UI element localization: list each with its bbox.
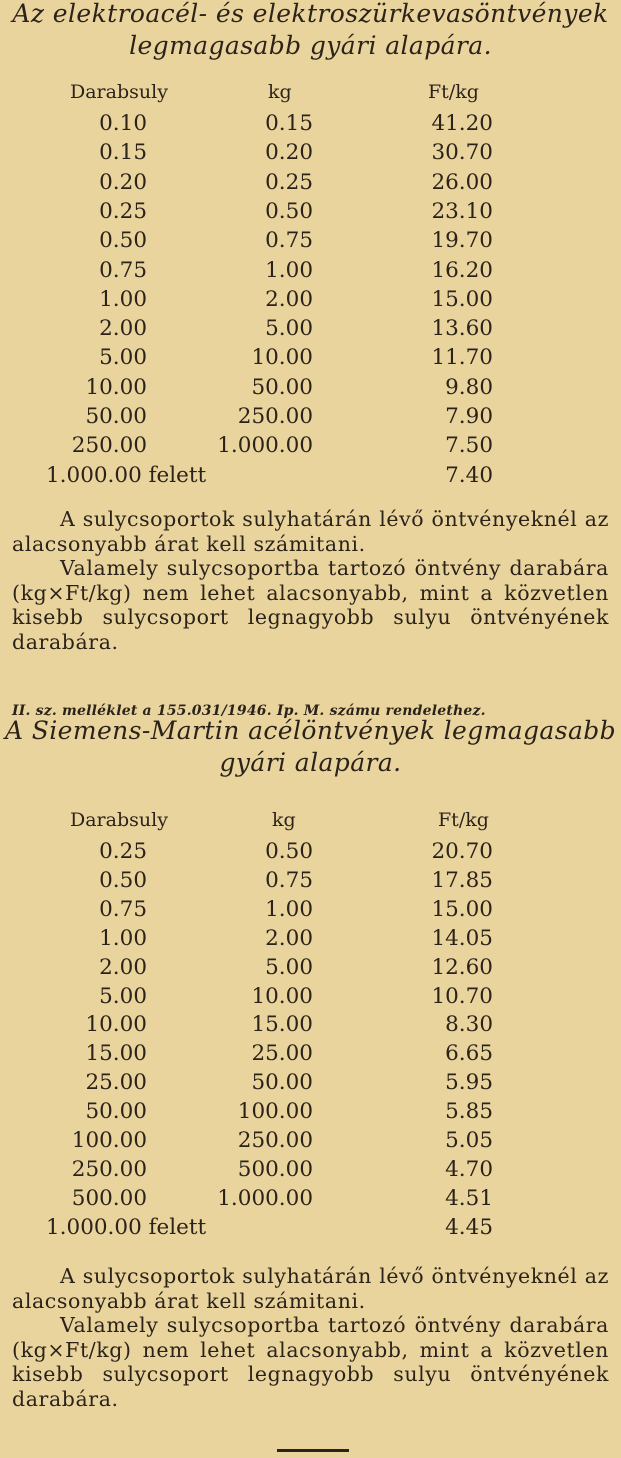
section1-note-1: A sulycsoportok sulyhatárán lévő öntvényeknél az alacsonyabb árat kell számitani.: [12, 507, 609, 556]
table-cell: 1.000.00: [217, 1185, 313, 1211]
table-cell: 8.30: [445, 1012, 493, 1038]
table-cell: 5.00: [265, 316, 313, 342]
table-cell: 10.70: [431, 983, 493, 1009]
table-cell: 30.70: [431, 140, 493, 166]
table-cell: 7.50: [445, 433, 493, 459]
table-cell: 6.65: [445, 1041, 493, 1067]
table-cell: 2.00: [99, 316, 147, 342]
section2-header-kg: kg: [272, 809, 296, 831]
table-cell: 10.00: [251, 345, 313, 371]
table-cell: 0.20: [265, 140, 313, 166]
table-cell: 50.00: [251, 374, 313, 400]
table-cell: 10.00: [251, 983, 313, 1009]
table-cell-over-price: 4.45: [445, 1214, 493, 1240]
table-cell: 50.00: [251, 1070, 313, 1096]
table-cell: 0.20: [99, 169, 147, 195]
table-cell: 250.00: [237, 404, 313, 429]
section2-heading-line1: A Siemens-Martin acélöntvények legmagasabb: [4, 716, 617, 745]
section2-header-ftkg: Ft/kg: [438, 809, 489, 831]
table-cell: 250.00: [237, 1128, 313, 1153]
table-cell: 0.50: [99, 867, 147, 893]
end-rule: [277, 1449, 349, 1452]
section2-note-1: A sulycsoportok sulyhatárán lévő öntvényeknél az alacsonyabb árat kell számitani.: [12, 1264, 609, 1313]
section2-notes: [12, 1264, 609, 1411]
section1-note-2: Valamely sulycsoportba tartozó öntvény darabára (kg×Ft/kg) nem lehet alacsonyabb, mint a közvetlen kisebb sulycsoport legnagyobb sulyu öntvényének darabára.: [12, 556, 609, 654]
table-cell: 250.00: [71, 1156, 147, 1182]
section1-heading: [0, 0, 621, 62]
table-cell: 9.80: [445, 374, 493, 400]
table-cell: 11.70: [431, 345, 493, 371]
table-cell: 1.00: [99, 925, 147, 951]
table-cell: 250.00: [71, 433, 147, 459]
section2-heading-line2: gyári alapára.: [219, 748, 402, 777]
table-cell: 0.25: [265, 169, 313, 195]
table-cell: 4.51: [445, 1185, 493, 1211]
section1-header-kg: kg: [268, 81, 292, 103]
table-cell: 41.20: [431, 111, 493, 136]
section2-header-darabsuly: Darabsuly: [70, 809, 168, 831]
table-cell: 10.00: [85, 1012, 147, 1038]
table-cell: 100.00: [237, 1099, 313, 1125]
table-cell: 20.70: [431, 839, 493, 864]
table-cell: 10.00: [85, 374, 147, 400]
table-cell: 25.00: [85, 1070, 147, 1096]
table-cell: 14.05: [431, 925, 493, 951]
section1-header-darabsuly: Darabsuly: [70, 81, 168, 103]
section1-notes: [12, 507, 609, 654]
table-cell: 5.00: [265, 954, 313, 980]
table-cell: 0.10: [99, 111, 147, 136]
table-cell: 25.00: [251, 1041, 313, 1067]
table-cell: 0.75: [99, 257, 147, 283]
table-cell: 100.00: [71, 1128, 147, 1153]
section2-heading: [0, 715, 621, 779]
table-cell: 0.75: [265, 867, 313, 893]
table-cell: 2.00: [265, 925, 313, 951]
table-cell: 2.00: [265, 286, 313, 312]
table-cell: 500.00: [71, 1185, 147, 1211]
table-cell: 15.00: [431, 896, 493, 922]
table-cell: 7.90: [445, 404, 493, 429]
table-cell: 23.10: [431, 198, 493, 224]
table-cell: 1.00: [265, 896, 313, 922]
table-cell: 5.00: [99, 345, 147, 371]
table-cell: 17.85: [431, 867, 493, 893]
table-cell: 13.60: [431, 316, 493, 342]
table-cell: 0.15: [265, 111, 313, 136]
table-cell: 0.25: [99, 198, 147, 224]
table-cell-over-range: 1.000.00 felett: [46, 1214, 207, 1240]
annex-caption: II. sz. melléklet a 155.031/1946. Ip. M. számu rendelethez.: [12, 703, 486, 719]
section1-heading-line2: legmagasabb gyári alapára.: [129, 31, 492, 60]
table-cell: 0.50: [265, 198, 313, 224]
section1-header-ftkg: Ft/kg: [428, 81, 479, 103]
table-cell: 15.00: [85, 1041, 147, 1067]
table-cell-over-price: 7.40: [445, 462, 493, 488]
table-cell: 5.85: [445, 1099, 493, 1125]
table-cell: 50.00: [85, 404, 147, 429]
table-cell: 50.00: [85, 1099, 147, 1125]
table-cell: 12.60: [431, 954, 493, 980]
table-cell: 16.20: [431, 257, 493, 283]
table-cell: 4.70: [445, 1156, 493, 1182]
table-cell: 0.50: [99, 228, 147, 254]
table-cell: 15.00: [431, 286, 493, 312]
section2-note-2: Valamely sulycsoportba tartozó öntvény darabára (kg×Ft/kg) nem lehet alacsonyabb, mint a közvetlen kisebb sulycsoport legnagyobb sulyu öntvényének darabára.: [12, 1313, 609, 1411]
table-cell: 5.00: [99, 983, 147, 1009]
table-cell: 1.00: [265, 257, 313, 283]
table-cell: 0.25: [99, 839, 147, 864]
table-cell: 5.95: [445, 1070, 493, 1096]
table-cell: 0.15: [99, 140, 147, 166]
table-cell: 19.70: [431, 228, 493, 254]
table-cell: 5.05: [445, 1128, 493, 1153]
table-cell: 2.00: [99, 954, 147, 980]
table-cell-over-range: 1.000.00 felett: [46, 462, 207, 488]
table-cell: 1.00: [99, 286, 147, 312]
table-cell: 0.50: [265, 839, 313, 864]
table-cell: 0.75: [265, 228, 313, 254]
table-cell: 1.000.00: [217, 433, 313, 459]
table-cell: 0.75: [99, 896, 147, 922]
table-cell: 26.00: [431, 169, 493, 195]
table-cell: 15.00: [251, 1012, 313, 1038]
table-cell: 500.00: [237, 1156, 313, 1182]
section1-heading-line1: Az elektroacél- és elektroszürkevasöntvények: [12, 0, 609, 28]
